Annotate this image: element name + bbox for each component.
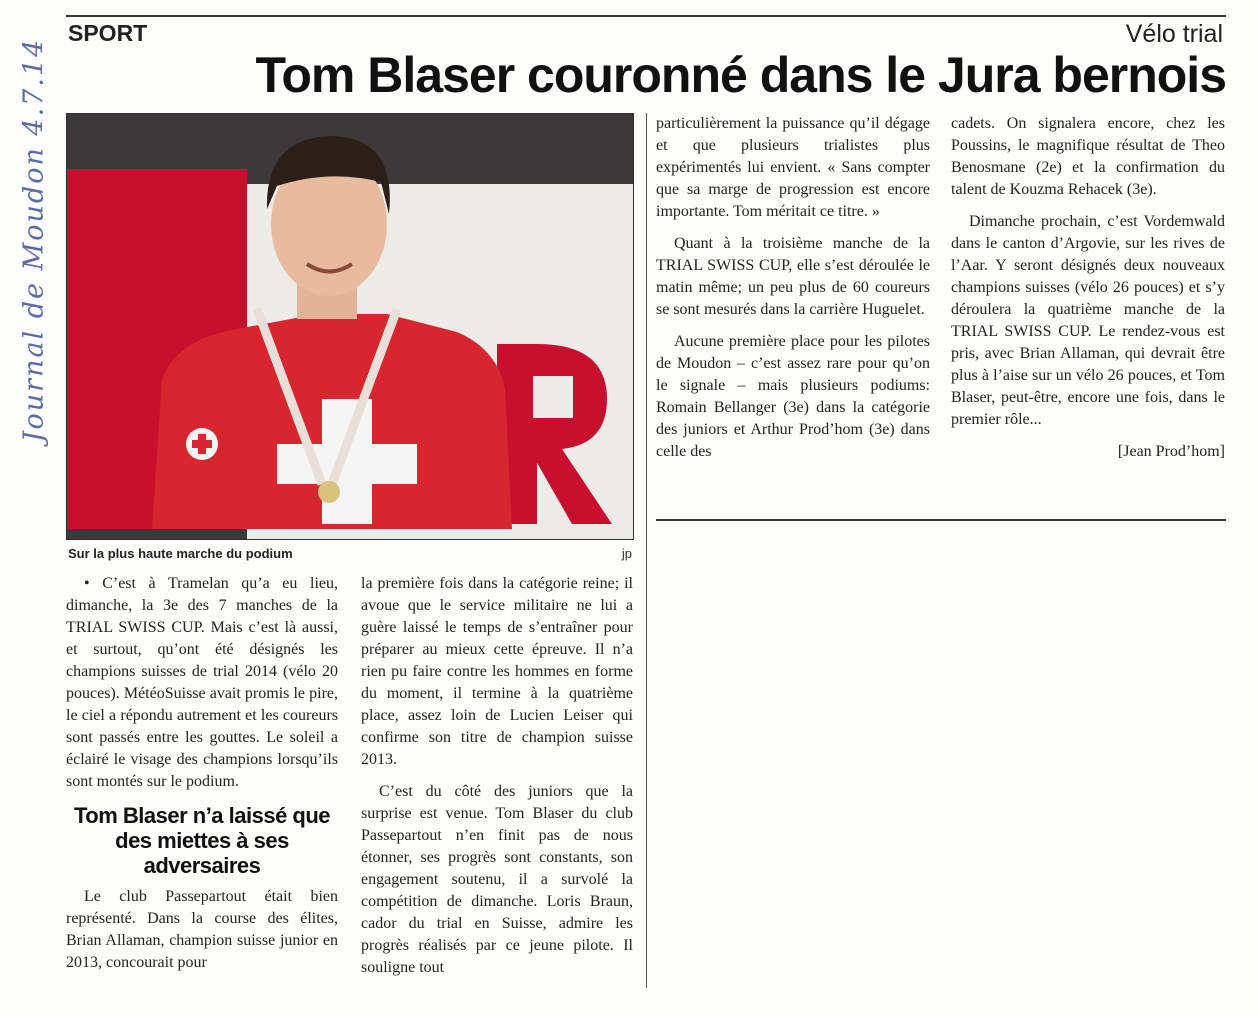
body-paragraph: Dimanche prochain, c’est Vordemwald dans le canton d’Argovie, sur les rives de l’Aar. Y seront désignés deux nouveaux champions suisses (vélo 26 pouces) et s’y déroulera la quatrième manche de la TRIAL SWISS CUP. Le rendez-vous est pris, avec Brian Allaman, qui devrait être plus à l’aise sur un vélo 26 pouces, et Tom Blaser, peut-être, encore une fois, dans le premier rôle... [951,213,1225,428]
body-paragraph: la première fois dans la catégorie reine; il avoue que le service militaire ne lui a guère laissé le temps de s’entraîner pour préparer au mieux cette épreuve. Il n’a rien pu faire contre les hommes en forme du moment, il termine à la quatrième place, assez loin de Lucien Leiser qui confirme son titre de champion suisse 2013. [361,575,633,768]
body-paragraph: cadets. On signalera encore, chez les Poussins, le magnifique résultat de Theo Benosmane (2e) et la confirmation du talent de Kouzma Rehacek (3e). [951,115,1225,198]
handwritten-annotation [12,30,56,450]
top-rule [66,15,1226,17]
byline: [Jean Prod’hom] [1117,443,1225,460]
podium-photo-illustration [67,114,633,539]
column-3 [656,113,930,463]
photo-caption: Sur la plus haute marche du podium [68,546,293,561]
section-label: SPORT [68,20,148,46]
handwritten-source-date: Journal de Moudon 4.7.14 [18,37,50,443]
headline: Tom Blaser couronné dans le Jura bernois [255,47,1226,103]
article-end-rule [656,519,1226,521]
body-paragraph: Le club Passepartout était bien représenté. Dans la course des élites, Brian Allaman, champion suisse junior en 2013, concourait pour [66,888,338,971]
column-2 [361,573,633,979]
column-divider [646,113,647,988]
body-paragraph: particulièrement la puissance qu’il dégage et que plusieurs trialistes plus expérimentés lui envient. « Sans compter que sa marge de progression est encore importante. Tom méritait ce titre. » [656,115,930,220]
kicker: Vélo trial [1125,20,1223,48]
column-1 [66,573,338,974]
subheading: Tom Blaser n’a laissé que des miettes à ses adversaires [73,803,331,878]
body-paragraph: Quant à la troisième manche de la TRIAL SWISS CUP, elle s’est déroulée le matin même; un peu plus de 60 coureurs se sont mesurés dans la carrière Huguelet. [656,235,930,318]
photo-credit: jp [621,546,632,561]
article-photo [66,113,634,540]
body-paragraph: C’est du côté des juniors que la surprise est venue. Tom Blaser du club Passepartout n’en finit pas de nous étonner, ses progrès sont constants, son engagement soutenu, il a survolé la compétition de dimanche. Loris Braun, cador du trial en Suisse, admire les progrès réalisés par ce jeune pilote. Il souligne tout [361,783,633,976]
body-paragraph: Aucune première place pour les pilotes de Moudon – c’est assez rare pour qu’on le signale – mais plusieurs podiums: Romain Bellanger (3e) dans la catégorie des juniors et Arthur Prod’hom (3e) dans celle des [656,333,930,460]
column-4 [951,113,1225,463]
body-paragraph: • C’est à Tramelan qu’a eu lieu, dimanche, la 3e des 7 manches de la TRIAL SWISS CUP. Mais c’est là aussi, et surtout, qu’ont été désignés les champions suisses de trial 2014 (vélo 20 pouces). MétéoSuisse avait promis le pire, le ciel a répondu autrement et les coureurs sont passés entre les gouttes. Le soleil a éclairé le visage des champions lorsqu’ils sont montés sur le podium. [66,575,338,790]
